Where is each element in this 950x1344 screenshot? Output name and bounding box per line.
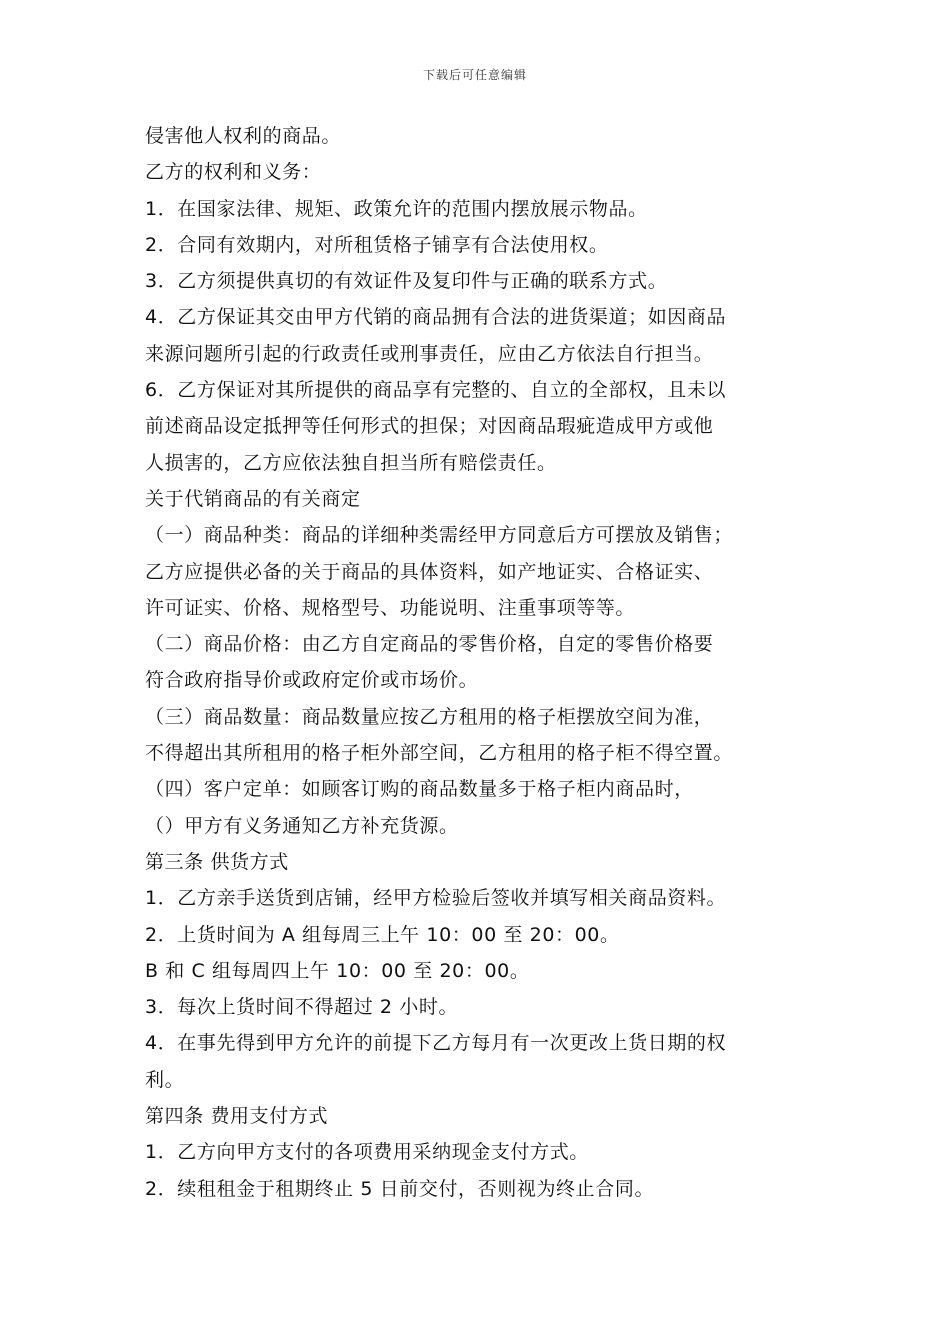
text-line: 不得超出其所租用的格子柜外部空间，乙方租用的格子柜不得空置。 [145,742,734,765]
section-heading: 乙方的权利和义务： [145,161,322,184]
text-line: 来源问题所引起的行政责任或刑事责任，应由乙方依法自行担当。 [145,342,714,365]
text-line: 利。 [145,1068,185,1091]
text-line: 1．在国家法律、规矩、政策允许的范围内摆放展示物品。 [145,197,648,220]
text-line: 4．在事先得到甲方允许的前提下乙方每月有一次更改上货日期的权 [145,1032,727,1055]
section-heading: 关于代销商品的有关商定 [145,487,361,510]
text-line: （三）商品数量：商品数量应按乙方租用的格子柜摆放空间为准， [145,705,714,728]
text-line: 2．合同有效期内，对所租赁格子铺享有合法使用权。 [145,233,609,256]
text-line: 3．每次上货时间不得超过 2 小时。 [145,996,459,1019]
text-line: （四）客户定单：如顾客订购的商品数量多于格子柜内商品时， [145,778,694,801]
text-line: 2．上货时间为 A 组每周三上午 10：00 至 20：00。 [145,923,620,946]
text-line: 乙方应提供必备的关于商品的具体资料，如产地证实、合格证实、 [145,560,714,583]
text-line: 1．乙方向甲方支付的各项费用采纳现金支付方式。 [145,1141,589,1164]
text-line: （）甲方有义务通知乙方补充货源。 [145,814,459,837]
text-line: 3．乙方须提供真切的有效证件及复印件与正确的联系方式。 [145,270,668,293]
text-line: 侵害他人权利的商品。 [145,125,342,147]
text-line: 符合政府指导价或政府定价或市场价。 [145,669,479,692]
text-line: （二）商品价格：由乙方自定商品的零售价格，自定的零售价格要 [145,633,714,656]
text-line: 人损害的，乙方应依法独自担当所有赔偿责任。 [145,451,557,474]
text-line: B 和 C 组每周四上午 10：00 至 20：00。 [145,959,530,982]
document-body [145,118,835,1207]
text-line: （一）商品种类：商品的详细种类需经甲方同意后方可摆放及销售； [145,524,734,547]
text-line: 6．乙方保证对其所提供的商品享有完整的、自立的全部权，且未以 [145,379,727,402]
section-heading: 第四条 费用支付方式 [145,1105,329,1128]
text-line: 前述商品设定抵押等任何形式的担保；对因商品瑕疵造成甲方或他 [145,415,714,438]
text-line: 1．乙方亲手送货到店铺，经甲方检验后签收并填写相关商品资料。 [145,887,727,910]
text-line: 2．续租租金于租期终止 5 日前交付，否则视为终止合同。 [145,1177,655,1200]
page-header: 下载后可任意编辑 [422,68,527,82]
text-line: 许可证实、价格、规格型号、功能说明、注重事项等等。 [145,596,636,619]
section-heading: 第三条 供货方式 [145,850,289,873]
text-line: 4．乙方保证其交由甲方代销的商品拥有合法的进货渠道；如因商品 [145,306,727,329]
